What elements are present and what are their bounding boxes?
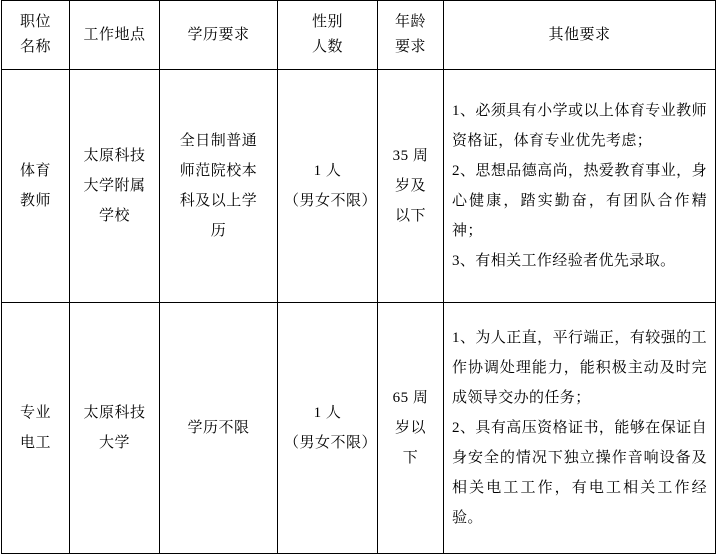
- age-line-1: 35 周: [392, 148, 429, 164]
- age-line-2: 岁以: [394, 420, 426, 436]
- cell-position: [2, 70, 70, 303]
- position-line-2: 电工: [19, 435, 51, 451]
- column-header-gender-count: [278, 1, 378, 70]
- column-header-age: [378, 1, 444, 70]
- column-header-age-line1: 年龄: [394, 14, 426, 30]
- table-header: [2, 1, 716, 70]
- cell-location: [70, 303, 160, 554]
- requirement-item: 3、有相关工作经验者优先录取。: [452, 253, 676, 269]
- cell-gender-count: [278, 70, 378, 303]
- table-header-row: [2, 1, 716, 70]
- column-header-position-line1: 职位: [19, 14, 51, 30]
- column-header-gender-count-line2: 人数: [311, 39, 343, 55]
- requirement-item: 2、具有高压资格证书，能够在保证自身安全的情况下独立操作音响设备及相关电工工作，有电工相关工作经验。: [452, 420, 707, 526]
- requirement-item: 2、思想品德高尚，热爱教育事业，身心健康，踏实勤奋，有团队合作精神；: [452, 163, 707, 239]
- cell-other-requirements: [444, 70, 716, 303]
- cell-age: [378, 303, 444, 554]
- location-line-3: 学校: [98, 208, 130, 224]
- column-header-gender-count-line1: 性别: [311, 14, 343, 30]
- position-line-2: 教师: [19, 193, 51, 209]
- education-line-2: 师范院校本: [179, 163, 258, 179]
- cell-education: [160, 303, 278, 554]
- column-header-other-requirements-line1: 其他要求: [548, 26, 611, 43]
- location-line-1: 太原科技: [83, 405, 146, 421]
- cell-age: [378, 70, 444, 303]
- other-requirements-list: [444, 317, 715, 539]
- gender-count-line-2: （男女不限）: [284, 193, 378, 209]
- job-requirements-table: [1, 0, 716, 554]
- column-header-location: [70, 1, 160, 70]
- table-body: [2, 70, 716, 554]
- column-header-education: [160, 1, 278, 70]
- column-header-location-line1: 工作地点: [83, 26, 146, 43]
- table-row: [2, 70, 716, 303]
- education-line-1: 学历不限: [187, 420, 250, 436]
- table-row: [2, 303, 716, 554]
- requirement-item: 1、必须具有小学或以上体育专业教师资格证，体育专业优先考虑；: [452, 103, 707, 149]
- location-line-2: 大学: [98, 435, 130, 451]
- age-line-1: 65 周: [392, 390, 429, 406]
- column-header-age-line2: 要求: [394, 39, 426, 55]
- requirement-item: 1、为人正直，平行端正，有较强的工作协调处理能力，能积极主动及时完成领导交办的任务；: [452, 330, 707, 406]
- cell-other-requirements: [444, 303, 716, 554]
- gender-count-line-2: （男女不限）: [284, 435, 378, 451]
- education-line-1: 全日制普通: [179, 133, 258, 149]
- cell-position: [2, 303, 70, 554]
- location-line-2: 大学附属: [83, 178, 146, 194]
- age-line-3: 以下: [394, 208, 426, 224]
- location-line-1: 太原科技: [83, 148, 146, 164]
- age-line-3: 下: [402, 450, 419, 466]
- position-line-1: 体育: [19, 163, 51, 179]
- gender-count-line-1: 1 人: [313, 405, 342, 421]
- education-line-3: 科及以上学: [179, 193, 258, 209]
- column-header-position: [2, 1, 70, 70]
- position-line-1: 专业: [19, 405, 51, 421]
- age-line-2: 岁及: [394, 178, 426, 194]
- cell-gender-count: [278, 303, 378, 554]
- other-requirements-list: [444, 90, 715, 282]
- education-line-4: 历: [210, 223, 227, 239]
- column-header-education-line1: 学历要求: [187, 26, 250, 43]
- cell-education: [160, 70, 278, 303]
- gender-count-line-1: 1 人: [313, 163, 342, 179]
- column-header-other-requirements: [444, 1, 716, 70]
- cell-location: [70, 70, 160, 303]
- column-header-position-line2: 名称: [19, 39, 51, 55]
